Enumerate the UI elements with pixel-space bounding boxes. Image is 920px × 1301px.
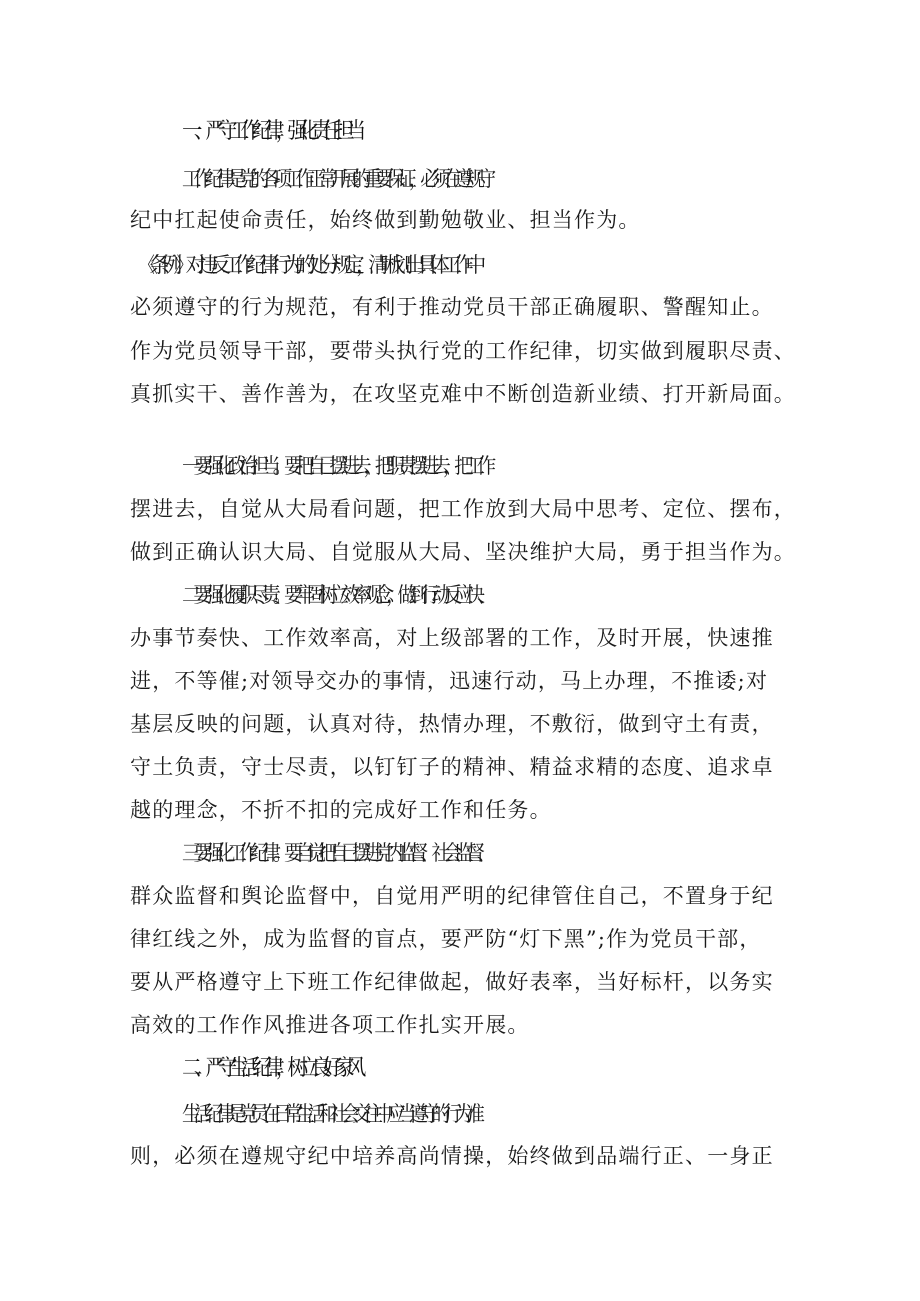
section-2-heading: 二、严守生活纪律，树立良好家风	[182, 1056, 358, 1081]
paragraph-line: 群众监督和舆论监督中，自觉用严明的纪律管住自己，不置身于纪	[130, 884, 774, 908]
paragraph-line: 生活纪律是党员在日常生活和社会交往中应当遵守的行为准	[182, 1102, 477, 1126]
paragraph-line: 越的理念，不折不扣的完成好工作和任务。	[130, 798, 552, 822]
paragraph-line: 真抓实干、善作善为，在攻坚克难中不断创造新业绩、打开新局面。	[130, 382, 796, 406]
paragraph-line: 三要强化工作纪律。要自觉把自己摆进党内监督、社会监督、	[182, 841, 489, 865]
paragraph-line: 一要强化政治担当。要把自己摆进去，把职责摆进去，把工作	[182, 454, 489, 478]
paragraph-line: 高效的工作作风推进各项工作扎实开展。	[130, 1013, 530, 1037]
paragraph-line: 摆进去，自觉从大局看问题，把工作放到大局中思考、定位、摆布，	[130, 497, 796, 521]
paragraph-line: 则，必须在遵规守纪中培养高尚情操，始终做到品端行正、一身正	[130, 1144, 774, 1168]
paragraph-line: 要从严格遵守上下班工作纪律做起，做好表率，当好标杆，以务实	[130, 970, 774, 994]
paragraph-line: 基层反映的问题，认真对待，热情办理，不敷衍，做到守土有责，	[130, 712, 774, 736]
paragraph-line: 守土负责，守士尽责，以钉钉子的精神、精益求精的态度、追求卓	[130, 755, 774, 779]
section-1-heading: 一、严守工作纪律，强化责任担当	[182, 119, 358, 144]
paragraph-line: 二要强化履职尽责。要牢固树立效率观念，做到行动反应快、	[182, 583, 489, 607]
paragraph-line: 《条例》对违反工作纪律行为的处分规定，清晰划出具体工作中	[137, 253, 478, 277]
paragraph-line: 办事节奏快、工作效率高，对上级部署的工作，及时开展，快速推	[130, 626, 774, 650]
paragraph-line: 纪中扛起使命责任，始终做到勤勉敬业、担当作为。	[130, 208, 641, 232]
paragraph-line: 进，不等催;对领导交办的事情，迅速行动，马上办理，不推诿;对	[130, 669, 769, 693]
paragraph-line: 必须遵守的行为规范，有利于推动党员干部正确履职、警醒知止。	[130, 295, 774, 319]
paragraph-line: 作为党员领导干部，要带头执行党的工作纪律，切实做到履职尽责、	[130, 339, 796, 363]
paragraph-line: 做到正确认识大局、自觉服从大局、坚决维护大局，勇于担当作为。	[130, 540, 796, 564]
paragraph-line: 律红线之外，成为监督的盲点，要严防“灯下黑”;作为党员干部，	[130, 927, 762, 951]
paragraph-line: 工作纪律是党的各项工作正常开展的重要保证，必须在遵规守	[182, 167, 489, 191]
